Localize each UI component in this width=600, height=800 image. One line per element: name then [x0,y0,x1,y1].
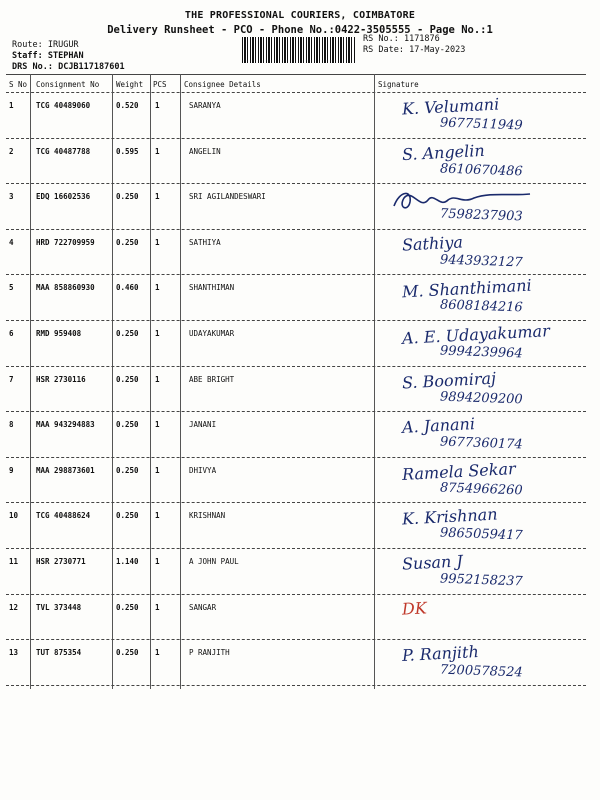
row-pcs: 1 [155,465,160,475]
row-separator [6,366,586,367]
row-sno: 13 [9,648,19,658]
row-pcs: 1 [155,420,160,430]
signature-cell [380,95,590,141]
handwritten-signature: S. Angelin [401,140,486,164]
row-pcs: 1 [155,101,160,110]
rs-no-label: RS No.: [363,34,399,44]
signature-cell [380,642,590,688]
row-separator [6,685,586,686]
table-top-rule [6,74,586,75]
row-consignment-no: TVL 373448 [36,602,82,612]
row-consignment-no: MAA 298873601 [36,465,95,475]
row-pcs: 1 [155,602,160,612]
route-label: Route: [12,40,43,50]
col-header-consignment: Consignment No [36,80,100,89]
handwritten-signature: M. Shanthimani [401,276,533,302]
row-consignment-no: TCG 40488624 [36,511,91,521]
handwritten-signature: Ramela Sekar [401,458,517,484]
drs-line [12,62,125,72]
row-weight: 0.250 [116,648,139,658]
handwritten-signature: Susan J [401,551,464,574]
row-separator [6,548,586,549]
row-weight: 0.250 [116,237,139,247]
row-consignment-no: TUT 875354 [36,648,82,658]
row-weight: 0.250 [116,192,139,202]
signature-cell [380,323,590,369]
col-header-sno: S No [9,80,28,89]
row-weight: 0.520 [116,101,139,110]
handwritten-signature: S. Boomiraj [401,368,497,393]
signature-cell [380,597,590,643]
row-consignee: A JOHN PAUL [189,557,239,566]
row-consignment-no: TCG 40489060 [36,101,91,110]
row-separator [6,457,586,458]
row-sno: 6 [9,329,14,338]
signature-cell [380,232,590,278]
table-row [0,95,600,141]
handwritten-signature: K. Velumani [401,94,500,119]
row-consignee: UDAYAKUMAR [189,329,235,338]
row-weight: 0.595 [116,146,139,156]
handwritten-phone: 7598237903 [439,206,523,225]
table-row [0,414,600,460]
table-row [0,551,600,597]
signature-cell [380,277,590,323]
row-weight: 0.250 [116,420,139,430]
row-consignee: KRISHNAN [189,511,226,521]
rs-date-label: RS Date: [363,45,404,55]
handwritten-phone: 9677511949 [439,115,523,134]
handwritten-signature: Sathiya [401,232,464,255]
row-separator [6,594,586,595]
row-consignment-no: EDQ 16602536 [36,192,91,202]
signature-cell [380,369,590,415]
handwritten-phone: 9952158237 [439,571,523,590]
row-consignee: ANGELIN [189,146,221,156]
table-row [0,597,600,643]
rs-date-value: 17-May-2023 [409,45,466,55]
col-header-consignee: Consignee Details [184,80,261,89]
rs-no-value: 1171876 [403,34,440,44]
row-consignee: DHIVYA [189,465,217,475]
row-pcs: 1 [155,192,160,202]
handwritten-signature: P. Ranjith [401,642,480,666]
handwritten-phone: 9865059417 [439,525,523,544]
row-consignee: SRI AGILANDESWARI [189,192,266,202]
handwritten-signature: K. Krishnan [401,504,498,529]
table-row [0,642,600,688]
header-bottom-rule [6,92,586,93]
row-weight: 0.250 [116,374,139,384]
col-header-weight: Weight [116,80,144,89]
row-sno: 7 [9,374,14,384]
row-pcs: 1 [155,648,160,658]
staff-value: STEPHAN [47,51,84,61]
col-header-pcs: PCS [153,80,167,89]
row-separator [6,274,586,275]
row-consignment-no: HRD 722709959 [36,237,95,247]
barcode [242,37,355,63]
drs-value: DCJB117187601 [58,62,125,72]
handwritten-phone: 8610670486 [439,161,523,180]
row-sno: 2 [9,146,14,156]
handwritten-phone: 7200578524 [439,662,523,681]
drs-label: DRS No.: [12,62,53,72]
row-consignee: JANANI [189,420,217,430]
row-consignee: SATHIYA [189,237,221,247]
row-pcs: 1 [155,237,160,247]
row-consignee: SARANYA [189,101,221,110]
col-header-signature: Signature [378,80,419,89]
row-consignment-no: HSR 2730116 [36,374,86,384]
table-row [0,460,600,506]
row-consignment-no: MAA 943294883 [36,420,95,430]
signature-cell [380,505,590,551]
row-pcs: 1 [155,283,160,293]
row-separator [6,502,586,503]
handwritten-phone: 9677360174 [439,434,523,453]
signature-cell [380,460,590,506]
staff-label: Staff: [12,51,43,61]
row-consignment-no: TCG 40487788 [36,146,91,156]
handwritten-phone: 8608184216 [439,297,523,316]
row-pcs: 1 [155,557,160,566]
signature-cell [380,551,590,597]
row-sno: 12 [9,602,19,612]
row-sno: 1 [9,101,14,110]
handwritten-signature: A. Janani [401,414,476,438]
row-consignee: P RANJITH [189,648,230,658]
row-separator [6,320,586,321]
row-consignment-no: HSR 2730771 [36,557,86,566]
handwritten-phone: 9994239964 [439,343,523,362]
runsheet-subtitle: Delivery Runsheet - PCO - Phone No.:0422-3505555 - Page No.:1 [107,24,493,36]
row-separator [6,229,586,230]
table-row [0,186,600,232]
row-sno: 11 [9,557,19,566]
row-consignee: SANGAR [189,602,217,612]
handwritten-phone: 9894209200 [439,389,523,408]
row-sno: 8 [9,420,14,430]
row-separator [6,411,586,412]
row-weight: 0.460 [116,283,139,293]
row-sno: 10 [9,511,19,521]
route-value: IRUGUR [47,40,79,50]
row-sno: 9 [9,465,14,475]
row-consignee: SHANTHIMAN [189,283,235,293]
handwritten-phone: 8754966260 [439,480,523,499]
table-row [0,277,600,323]
staff-line [12,51,84,61]
table-row [0,141,600,187]
table-row [0,323,600,369]
row-pcs: 1 [155,329,160,338]
row-sno: 4 [9,237,14,247]
row-weight: 1.140 [116,557,139,566]
route-line [12,40,79,50]
row-sno: 5 [9,283,14,293]
signature-cell [380,414,590,460]
handwritten-signature: A. E. Udayakumar [401,321,551,348]
row-consignment-no: RMD 959408 [36,329,82,338]
rs-date-line [363,45,465,55]
signature-cell [380,141,590,187]
row-pcs: 1 [155,374,160,384]
row-weight: 0.250 [116,329,139,338]
row-consignee: ABE BRIGHT [189,374,235,384]
row-sno: 3 [9,192,14,202]
row-pcs: 1 [155,146,160,156]
rs-no-line [363,34,440,44]
row-weight: 0.250 [116,465,139,475]
row-weight: 0.250 [116,602,139,612]
row-weight: 0.250 [116,511,139,521]
row-pcs: 1 [155,511,160,521]
table-row [0,232,600,278]
row-separator [6,138,586,139]
handwritten-phone: 9443932127 [439,252,523,271]
signature-cell [380,186,590,232]
row-consignment-no: MAA 858860930 [36,283,95,293]
table-row [0,505,600,551]
table-row [0,369,600,415]
handwritten-signature: DK [401,597,428,619]
row-separator [6,183,586,184]
runsheet-title: THE PROFESSIONAL COURIERS, COIMBATORE [184,10,416,21]
row-separator [6,639,586,640]
